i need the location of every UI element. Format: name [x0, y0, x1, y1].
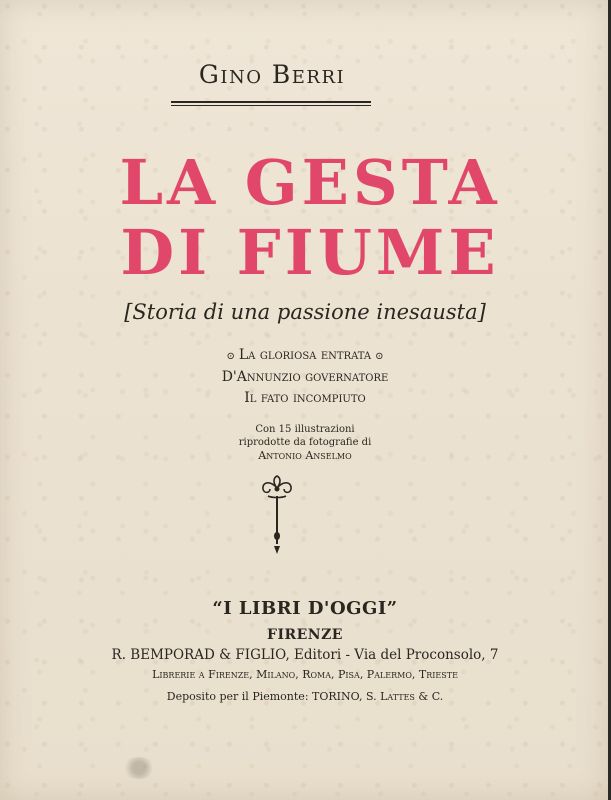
contents-item-3: Il fato incompiuto: [244, 390, 366, 406]
contents-item-2: D'Annunzio governatore: [221, 369, 389, 385]
deposit-line: [90, 690, 520, 703]
illustrations-line-2: riprodotte da fotografie di: [238, 437, 372, 448]
deposit-prefix: Deposito per il Piemonte:: [166, 690, 313, 703]
deposit-location: TORINO, S. Lattes & C.: [312, 690, 444, 703]
contents-item-1: La gloriosa entrata: [238, 347, 372, 363]
illustrations-line-1: Con 15 illustrazioni: [255, 424, 355, 435]
publication-city: FIRENZE: [267, 627, 343, 643]
title-line-2: DI FIUME: [120, 216, 500, 289]
author-underline: [171, 101, 371, 103]
bullet-icon: ⊙: [375, 351, 384, 362]
photographer-name: Antonio Anselmo: [258, 449, 352, 462]
series-name: “I LIBRI D'OGGI”: [212, 598, 398, 619]
fleuron-pin-icon: [258, 474, 296, 556]
contents-list: [130, 345, 480, 409]
libraries-line: Librerie a Firenze, Milano, Roma, Pisa, Palermo, Trieste: [152, 668, 458, 681]
illustrations-note: [150, 423, 460, 462]
publisher-line: R. BEMPORAD & FIGLIO, Editori - Via del Proconsolo, 7: [111, 647, 499, 663]
paper-stain: [122, 757, 156, 779]
subtitle: [Storia di una passione inesausta]: [124, 300, 486, 324]
bullet-icon: ⊙: [226, 351, 235, 362]
author-name: Gino Berri: [198, 60, 346, 89]
contents-line-1: [130, 345, 480, 367]
title-line-1: LA GESTA: [119, 146, 501, 219]
author-underline-thin: [171, 105, 371, 106]
